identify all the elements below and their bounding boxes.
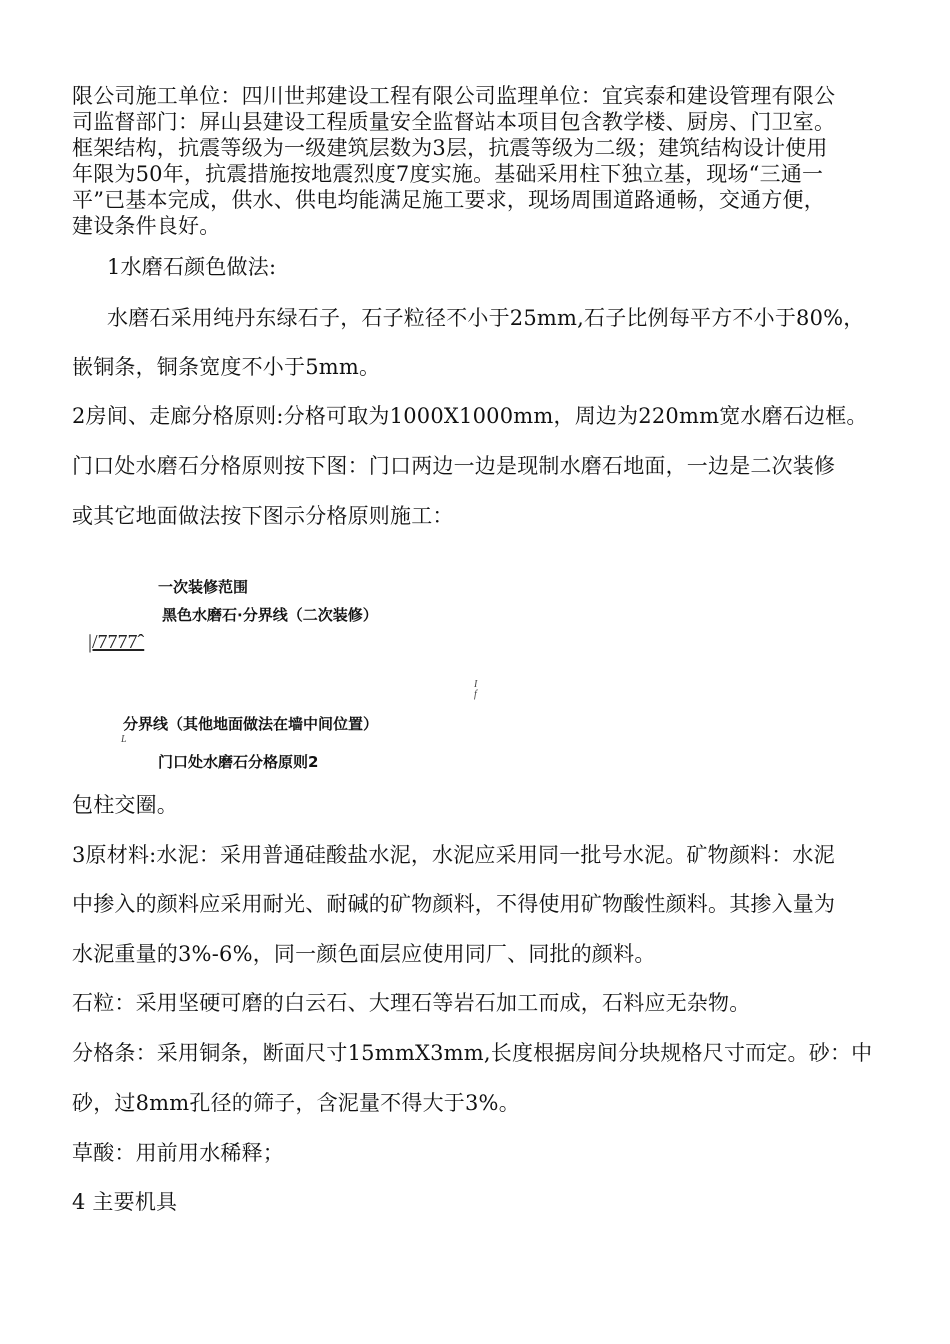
figure-caption: 门口处水磨石分格原则2 [158, 753, 319, 771]
intro-line-5: 平”已基本完成，供水、供电均能满足施工要求，现场周围道路通畅，交通方便， [72, 188, 825, 212]
stone-line: 石粒：采用坚硬可磨的白云石、大理石等岩石加工而成，石料应无杂物。 [72, 991, 751, 1015]
figure-label-black: 黑色水磨石∙分界线（二次装修） [162, 606, 378, 624]
section-2-door-line-2: 或其它地面做法按下图示分格原则施工： [72, 504, 454, 528]
after-figure-line: 包柱交圈。 [72, 793, 178, 817]
section-1-body-line-2: 嵌铜条，铜条宽度不小于5mm。 [72, 355, 381, 379]
section-1-body-line-1: 水磨石采用纯丹东绿石子，石子粒径不小于25mm,石子比例每平方不小于80%， [107, 306, 865, 330]
intro-line-1: 限公司施工单位：四川世邦建设工程有限公司监理单位：宜宾泰和建设管理有限公 [72, 84, 836, 108]
acid-line: 草酸：用前用水稀释； [72, 1141, 284, 1165]
intro-line-6: 建设条件良好。 [72, 214, 221, 238]
section-2-line: 2房间、走廊分格原则:分格可取为1000X1000mm，周边为220mm宽水磨石边框。 [72, 404, 868, 428]
intro-line-3: 框架结构，抗震等级为一级建筑层数为3层，抗震等级为二级；建筑结构设计使用 [72, 136, 828, 160]
figure-label-divider: 分界线（其他地面做法在墙中间位置） [123, 715, 379, 733]
section-2-door-line-1: 门口处水磨石分格原则按下图：门口两边一边是现制水磨石地面，一边是二次装修 [72, 454, 836, 478]
figure-mark-right: I f [474, 679, 478, 700]
figure-hatch-mark: |/7777ˆ [88, 631, 145, 653]
strip-line-2: 砂，过8mm孔径的筛子，含泥量不得大于3%。 [72, 1091, 520, 1115]
intro-line-2: 司监督部门：屏山县建设工程质量安全监督站本项目包含教学楼、厨房、门卫室。 [72, 110, 836, 134]
section-1-title: 1水磨石颜色做法: [107, 255, 277, 279]
section-3-line-2: 中掺入的颜料应采用耐光、耐碱的矿物颜料，不得使用矿物酸性颜料。其掺入量为 [72, 892, 836, 916]
figure-label-secondary: 一次装修范围 [158, 578, 249, 596]
section-3-line-3: 水泥重量的3%-6%，同一颜色面层应使用同厂、同批的颜料。 [72, 942, 656, 966]
section-4-title: 4 主要机具 [72, 1190, 178, 1214]
figure-mark-left: L [121, 734, 127, 745]
section-3-line-1: 3原材料:水泥：采用普通硅酸盐水泥，水泥应采用同一批号水泥。矿物颜料：水泥 [72, 843, 835, 867]
strip-line-1: 分格条：采用铜条，断面尺寸15mmX3mm,长度根据房间分块规格尺寸而定。砂：中 [72, 1041, 873, 1065]
intro-line-4: 年限为50年，抗震措施按地震烈度7度实施。基础采用柱下独立基，现场“三通一 [72, 162, 824, 186]
